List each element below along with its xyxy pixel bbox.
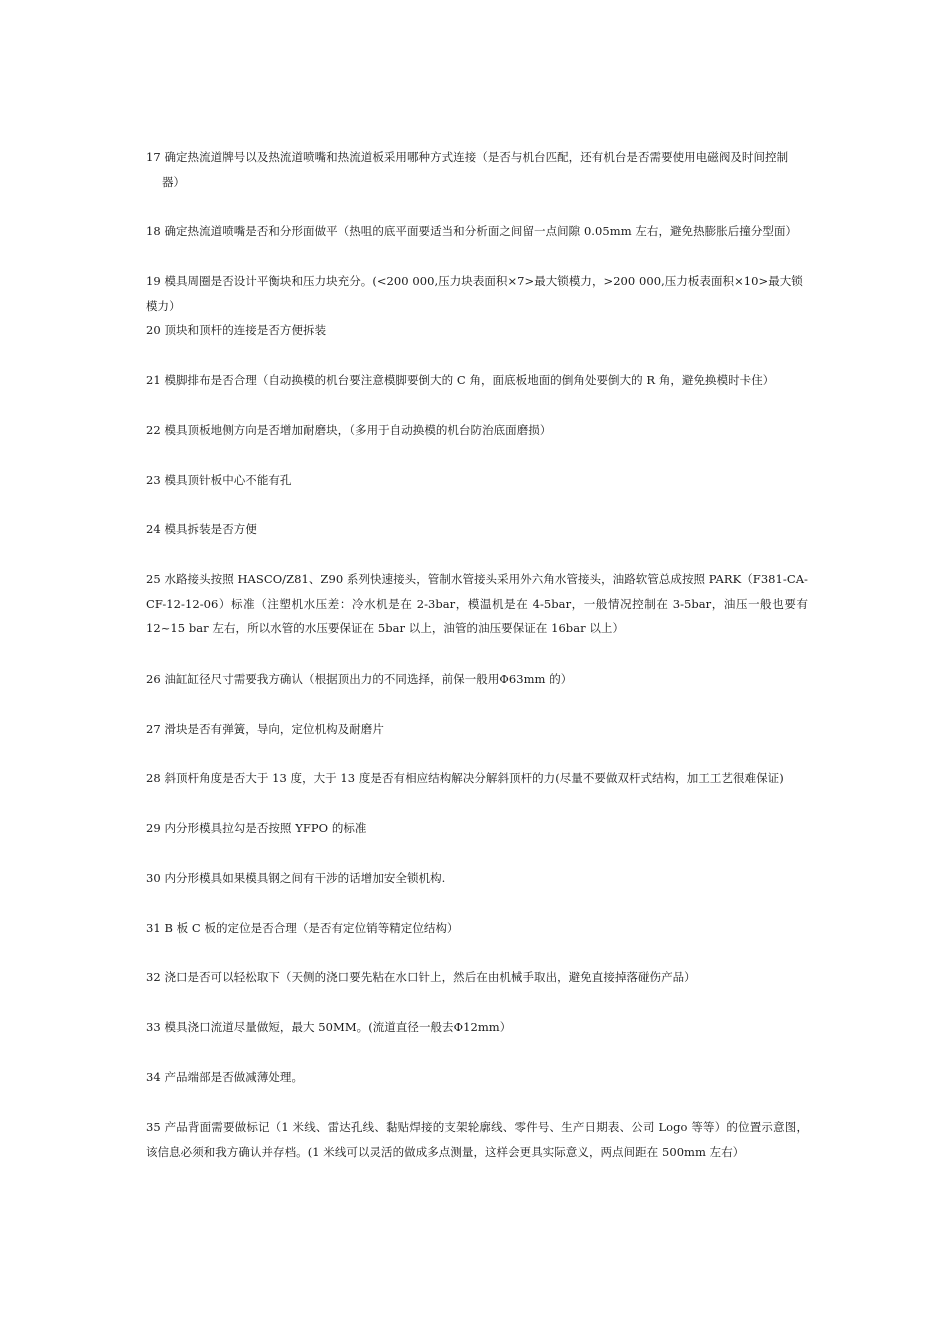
item-text: 28 斜顶杆角度是否大于 13 度，大于 13 度是否有相应结构解决分解斜顶杆的力(尽量不要做双杆式结构，加工工艺很难保证) [146, 771, 784, 785]
item-text: 18 确定热流道喷嘴是否和分形面做平（热咀的底平面要适当和分析面之间留一点间隙 0.05mm 左右，避免热膨胀后撞分型面） [146, 224, 798, 238]
item-text: 29 内分形模具拉勾是否按照 YFPO 的标准 [146, 821, 367, 835]
list-item-28 [146, 766, 808, 791]
item-text: 32 浇口是否可以轻松取下（天侧的浇口要先粘在水口针上，然后在由机械手取出，避免直接掉落碰伤产品） [146, 970, 696, 984]
item-text: 35 产品背面需要做标记（1 米线、雷达孔线、黏贴焊接的支架轮廓线、零件号、生产日期表、公司 Logo 等等）的位置示意图，该信息必须和我方确认并存档。(1 米线可以灵活的做成多点测量，这样会更具实际意义，两点间距在 500mm 左右） [146, 1120, 808, 1159]
list-item-29 [146, 816, 808, 841]
list-item-26 [146, 667, 808, 692]
list-item-30 [146, 866, 808, 891]
list-item-34 [146, 1065, 808, 1090]
item-text: 21 模脚排布是否合理（自动换模的机台要注意模脚要倒大的 C 角，面底板地面的倒角处要倒大的 R 角，避免换模时卡住） [146, 373, 775, 387]
item-text: 24 模具拆装是否方便 [146, 522, 257, 536]
list-item-24 [146, 517, 808, 542]
item-text: 17 确定热流道牌号以及热流道喷嘴和热流道板采用哪种方式连接（是否与机台匹配，还有机台是否需要使用电磁阀及时间控制 [146, 150, 789, 164]
item-text: 20 顶块和顶杆的连接是否方便拆装 [146, 323, 327, 337]
item-text: 23 模具顶针板中心不能有孔 [146, 473, 292, 487]
list-item-20 [146, 318, 808, 343]
list-item-17 [146, 145, 808, 194]
list-item-35 [146, 1115, 808, 1164]
item-text: 33 模具浇口流道尽量做短，最大 50MM。(流道直径一般去Φ12mm） [146, 1020, 512, 1034]
list-item-33 [146, 1015, 808, 1040]
list-item-18 [146, 219, 808, 244]
list-item-25 [146, 567, 808, 641]
list-item-21 [146, 368, 808, 393]
item-text-continuation: 器） [162, 174, 186, 189]
list-item-27 [146, 717, 808, 742]
item-text: 30 内分形模具如果模具钢之间有干涉的话增加安全锁机构. [146, 871, 446, 885]
item-text: 31 B 板 C 板的定位是否合理（是否有定位销等精定位结构） [146, 921, 459, 935]
item-text: 19 模具周圈是否设计平衡块和压力块充分。(<200 000,压力块表面积×7>最大锁模力，>200 000,压力板表面积×10>最大锁模力） [146, 274, 803, 313]
item-text: 27 滑块是否有弹簧，导向，定位机构及耐磨片 [146, 722, 384, 736]
list-item-32 [146, 965, 808, 990]
list-item-23 [146, 468, 808, 493]
list-item-31 [146, 916, 808, 941]
list-item-19 [146, 269, 808, 318]
item-text: 26 油缸缸径尺寸需要我方确认（根据顶出力的不同选择，前保一般用Φ63mm 的） [146, 672, 573, 686]
list-item-22 [146, 418, 808, 443]
item-text: 22 模具顶板地侧方向是否增加耐磨块，（多用于自动换模的机台防治底面磨损） [146, 423, 552, 437]
item-text: 34 产品端部是否做减薄处理。 [146, 1070, 304, 1084]
item-text: 25 水路接头按照 HASCO/Z81、Z90 系列快速接头，管制水管接头采用外六角水管接头，油路软管总成按照 PARK（F381-CA-CF-12-12-06）标准（注塑机水压差：冷水机是在 2-3bar，模温机是在 4-5bar，一般情况控制在 3-5bar，油压一般也要有 12~15 bar 左右，所以水管的水压要保证在 5bar 以上，油管的油压要保证在 16bar 以上） [146, 572, 808, 635]
